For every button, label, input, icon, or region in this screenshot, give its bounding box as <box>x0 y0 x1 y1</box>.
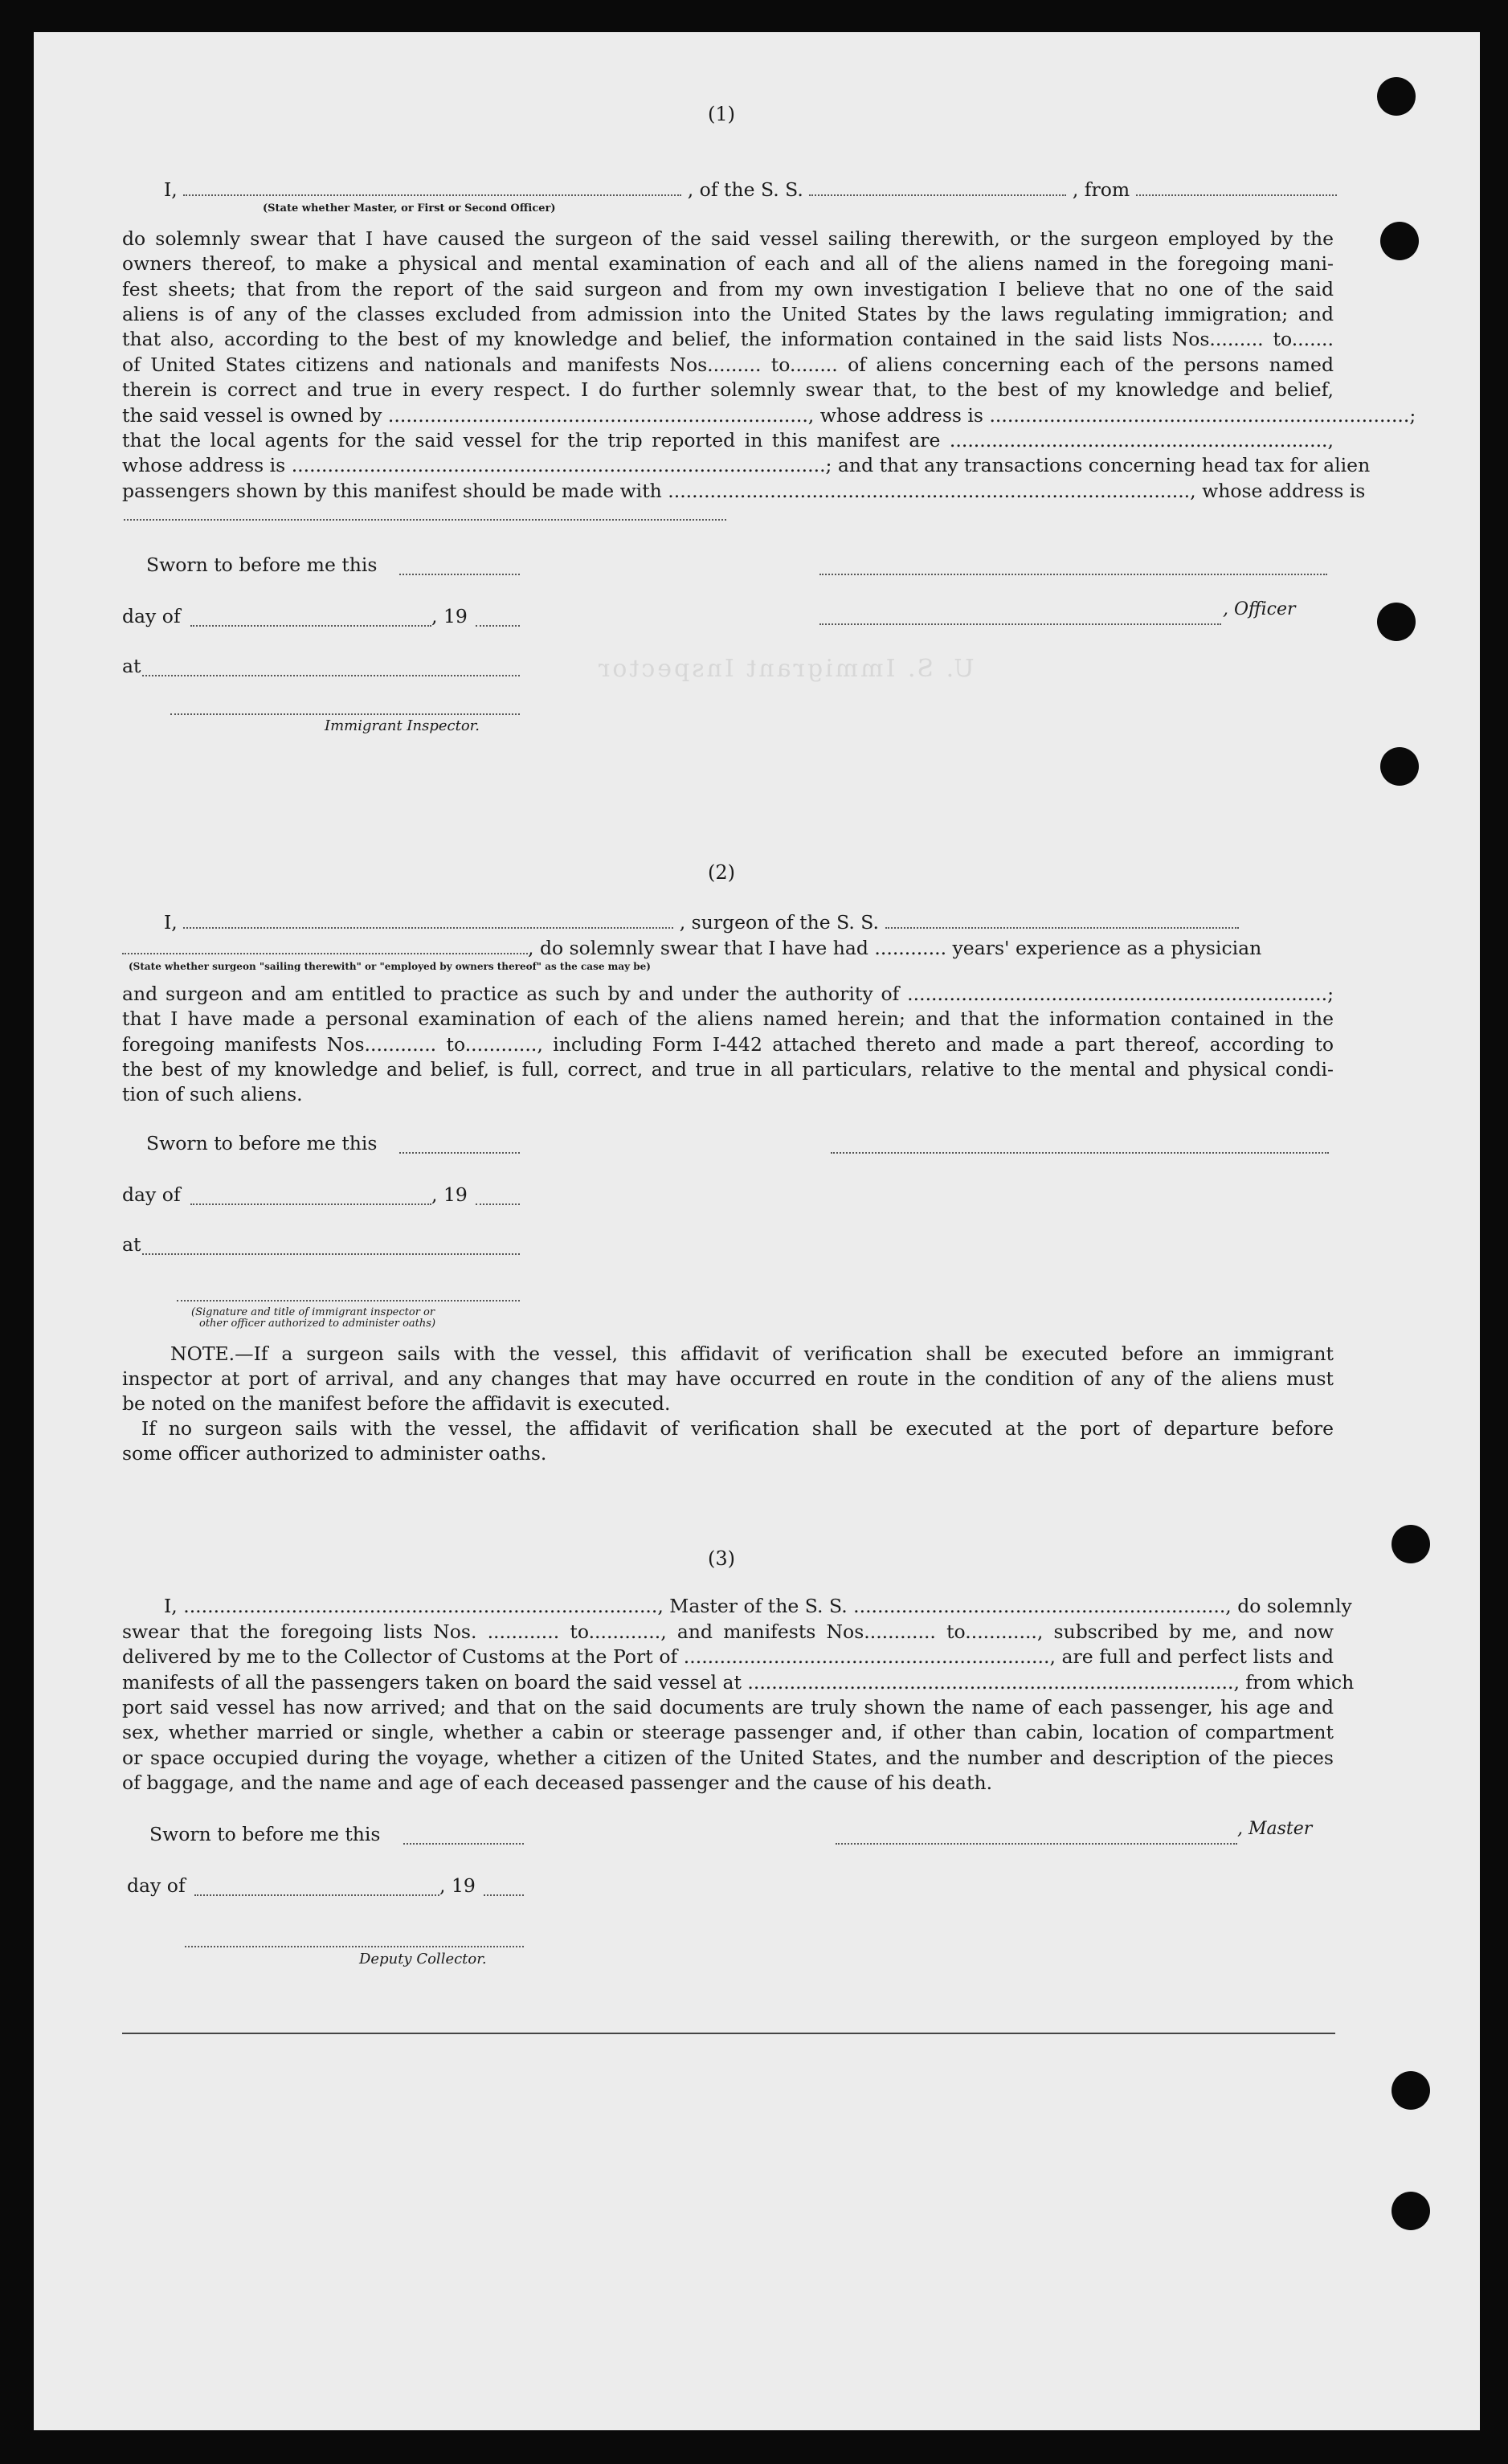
section-2-declarant-line <box>164 909 1335 934</box>
section-3-number: (3) <box>708 1547 735 1570</box>
officer-signature-field[interactable] <box>819 574 1327 575</box>
section-2-line: foregoing manifests Nos............ to............, including Form I-442 attached thereto and made a part thereof, according to <box>122 1033 1334 1056</box>
section-3-line: port said vessel has now arrived; and that on the said documents are truly shown the name of each passenger, his age and <box>122 1696 1334 1718</box>
section-2-line: tion of such aliens. <box>122 1083 303 1105</box>
surgeon-status-field[interactable] <box>122 935 528 954</box>
sworn-label: Sworn to before me this <box>146 554 378 576</box>
declarant-prefix: I, <box>164 178 178 201</box>
master-label: , Master <box>1237 1819 1313 1839</box>
year-field[interactable] <box>476 625 520 627</box>
officer-label: , Officer <box>1223 599 1296 619</box>
section-3-line: of baggage, and the name and age of each deceased passenger and the cause of his death. <box>122 1771 993 1794</box>
section-2-swear-line <box>122 935 1335 960</box>
surgeon-signature-field[interactable] <box>831 1152 1329 1154</box>
binder-hole <box>1377 77 1416 116</box>
section-1-line: aliens is of any of the classes excluded from admission into the United States by the laws regulating immigration; and <box>122 303 1334 325</box>
vessel-name-field[interactable] <box>809 177 1066 196</box>
note-line: inspector at port of arrival, and any changes that may have occurred en route in the condition of any of the aliens must <box>122 1367 1334 1390</box>
year-field[interactable] <box>484 1894 524 1896</box>
note-line: If no surgeon sails with the vessel, the affidavit of verification shall be executed at the port of departure before <box>141 1417 1334 1440</box>
year-label: , 19 <box>431 1183 468 1206</box>
day-of-field[interactable] <box>190 1203 431 1205</box>
day-of-field[interactable] <box>190 625 431 627</box>
section-2-line: the best of my knowledge and belief, is full, correct, and true in all particulars, relative to the mental and physical condi- <box>122 1058 1334 1081</box>
at-label: at <box>122 1233 141 1256</box>
address-continuation-field[interactable] <box>124 519 726 521</box>
at-place-field[interactable] <box>142 675 520 676</box>
from-label: , from <box>1072 178 1130 201</box>
form-page <box>34 32 1480 2430</box>
year-field[interactable] <box>476 1203 520 1205</box>
sworn-date-field[interactable] <box>403 1843 524 1845</box>
section-1-declarant-line <box>164 177 1335 202</box>
collector-signature-field[interactable] <box>185 1946 524 1947</box>
section-3-line: swear that the foregoing lists Nos. ............ to............, and manifests Nos............ to............, subscribed by me, and now <box>122 1620 1334 1643</box>
section-1-line: fest sheets; that from the report of the said surgeon and from my own investigation I believe that no one of the said <box>122 278 1334 300</box>
day-of-field[interactable] <box>194 1894 439 1896</box>
binder-hole <box>1380 747 1419 786</box>
section-1-line: that the local agents for the said vessel for the trip reported in this manifest are ..............................................................., <box>122 429 1334 452</box>
section-1-line: whose address is .........................................................................................; and that any transactions concerning head tax for alien <box>122 454 1371 476</box>
section-3-line: or space occupied during the voyage, whether a citizen of the United States, and the number and description of the pieces <box>122 1747 1334 1769</box>
swear-text: , do solemnly swear that I have had ............ years' experience as a physician <box>528 937 1262 959</box>
year-label: , 19 <box>439 1874 476 1897</box>
at-label: at <box>122 655 141 677</box>
section-1-line: passengers shown by this manifest should be made with ......................................................................................., whose address is <box>122 480 1366 502</box>
sworn-date-field[interactable] <box>399 1152 520 1154</box>
section-2-subcaption: (State whether surgeon "sailing therewith" or "employed by owners thereof" as the case may be) <box>129 961 651 972</box>
section-1-line: that also, according to the best of my knowledge and belief, the information contained in the said lists Nos......... to....... <box>122 328 1334 350</box>
section-1-number: (1) <box>708 103 735 125</box>
collector-caption: Deputy Collector. <box>359 1951 487 1968</box>
note-line: NOTE.—If a surgeon sails with the vessel, this affidavit of verification shall be executed before an immigrant <box>170 1342 1334 1365</box>
sworn-label: Sworn to before me this <box>146 1132 378 1154</box>
surgeon-of-label: , surgeon of the S. S. <box>679 911 880 934</box>
day-of-label: day of <box>122 605 181 627</box>
declarant-prefix: I, <box>164 911 178 934</box>
day-of-label: day of <box>127 1874 186 1897</box>
officer-title-field[interactable] <box>819 623 1221 625</box>
section-3-line: sex, whether married or single, whether a cabin or steerage passenger and, if other than cabin, location of compartment <box>122 1721 1334 1743</box>
surgeon-name-field[interactable] <box>183 909 673 929</box>
section-1-line: of United States citizens and nationals and manifests Nos......... to........ of aliens concerning each of the persons named <box>122 353 1334 376</box>
section-1-line: owners thereof, to make a physical and mental examination of each and all of the aliens named in the foregoing mani- <box>122 252 1334 275</box>
master-signature-field[interactable] <box>836 1843 1237 1845</box>
section-3-line: manifests of all the passengers taken on board the said vessel at ................................................................................., from which <box>122 1671 1355 1694</box>
section-1-line: the said vessel is owned by ......................................................................, whose address is ......................................................................; <box>122 404 1416 427</box>
binder-hole <box>1392 2071 1430 2110</box>
at-place-field[interactable] <box>142 1253 520 1255</box>
section-1-line: do solemnly swear that I have caused the surgeon of the said vessel sailing therewith, or the surgeon employed by the <box>122 227 1334 250</box>
inspector-caption: Immigrant Inspector. <box>325 717 480 734</box>
section-1-subcaption: (State whether Master, or First or Second Officer) <box>263 202 556 215</box>
section-2-line: that I have made a personal examination of each of the aliens named herein; and that the information contained in the <box>122 1007 1334 1030</box>
of-ss-label: , of the S. S. <box>687 178 803 201</box>
section-2-line: and surgeon and am entitled to practice as such by and under the authority of ......................................................................; <box>122 983 1334 1005</box>
bleedthrough-stamp: U. S. Immigrant Inspector <box>596 655 975 683</box>
declarant-name-field[interactable] <box>183 177 681 196</box>
surgeon-vessel-field[interactable] <box>885 909 1239 929</box>
sworn-label: Sworn to before me this <box>149 1823 381 1845</box>
administering-officer-signature-field[interactable] <box>177 1300 520 1301</box>
year-label: , 19 <box>431 605 468 627</box>
binder-hole <box>1392 1525 1430 1563</box>
signature-caption: other officer authorized to administer oaths) <box>199 1318 436 1330</box>
binder-hole <box>1392 2192 1430 2230</box>
section-3-line: I, ..............................................................................., Master of the S. S. .............................................................., do solemnly <box>164 1595 1352 1617</box>
sworn-date-field[interactable] <box>399 574 520 575</box>
binder-hole <box>1377 603 1416 641</box>
section-3-line: delivered by me to the Collector of Customs at the Port of ............................................................., are full and perfect lists and <box>122 1645 1334 1668</box>
note-line: some officer authorized to administer oaths. <box>122 1442 547 1465</box>
binder-hole <box>1380 222 1419 260</box>
section-1-line: therein is correct and true in every respect. I do further solemnly swear that, to the best of my knowledge and belief, <box>122 378 1334 401</box>
departure-port-field[interactable] <box>1136 177 1337 196</box>
note-line: be noted on the manifest before the affidavit is executed. <box>122 1392 671 1415</box>
inspector-signature-field[interactable] <box>170 713 520 715</box>
section-2-number: (2) <box>708 861 735 884</box>
bottom-rule <box>122 2033 1335 2034</box>
day-of-label: day of <box>122 1183 181 1206</box>
signature-caption: (Signature and title of immigrant inspector or <box>191 1306 435 1318</box>
